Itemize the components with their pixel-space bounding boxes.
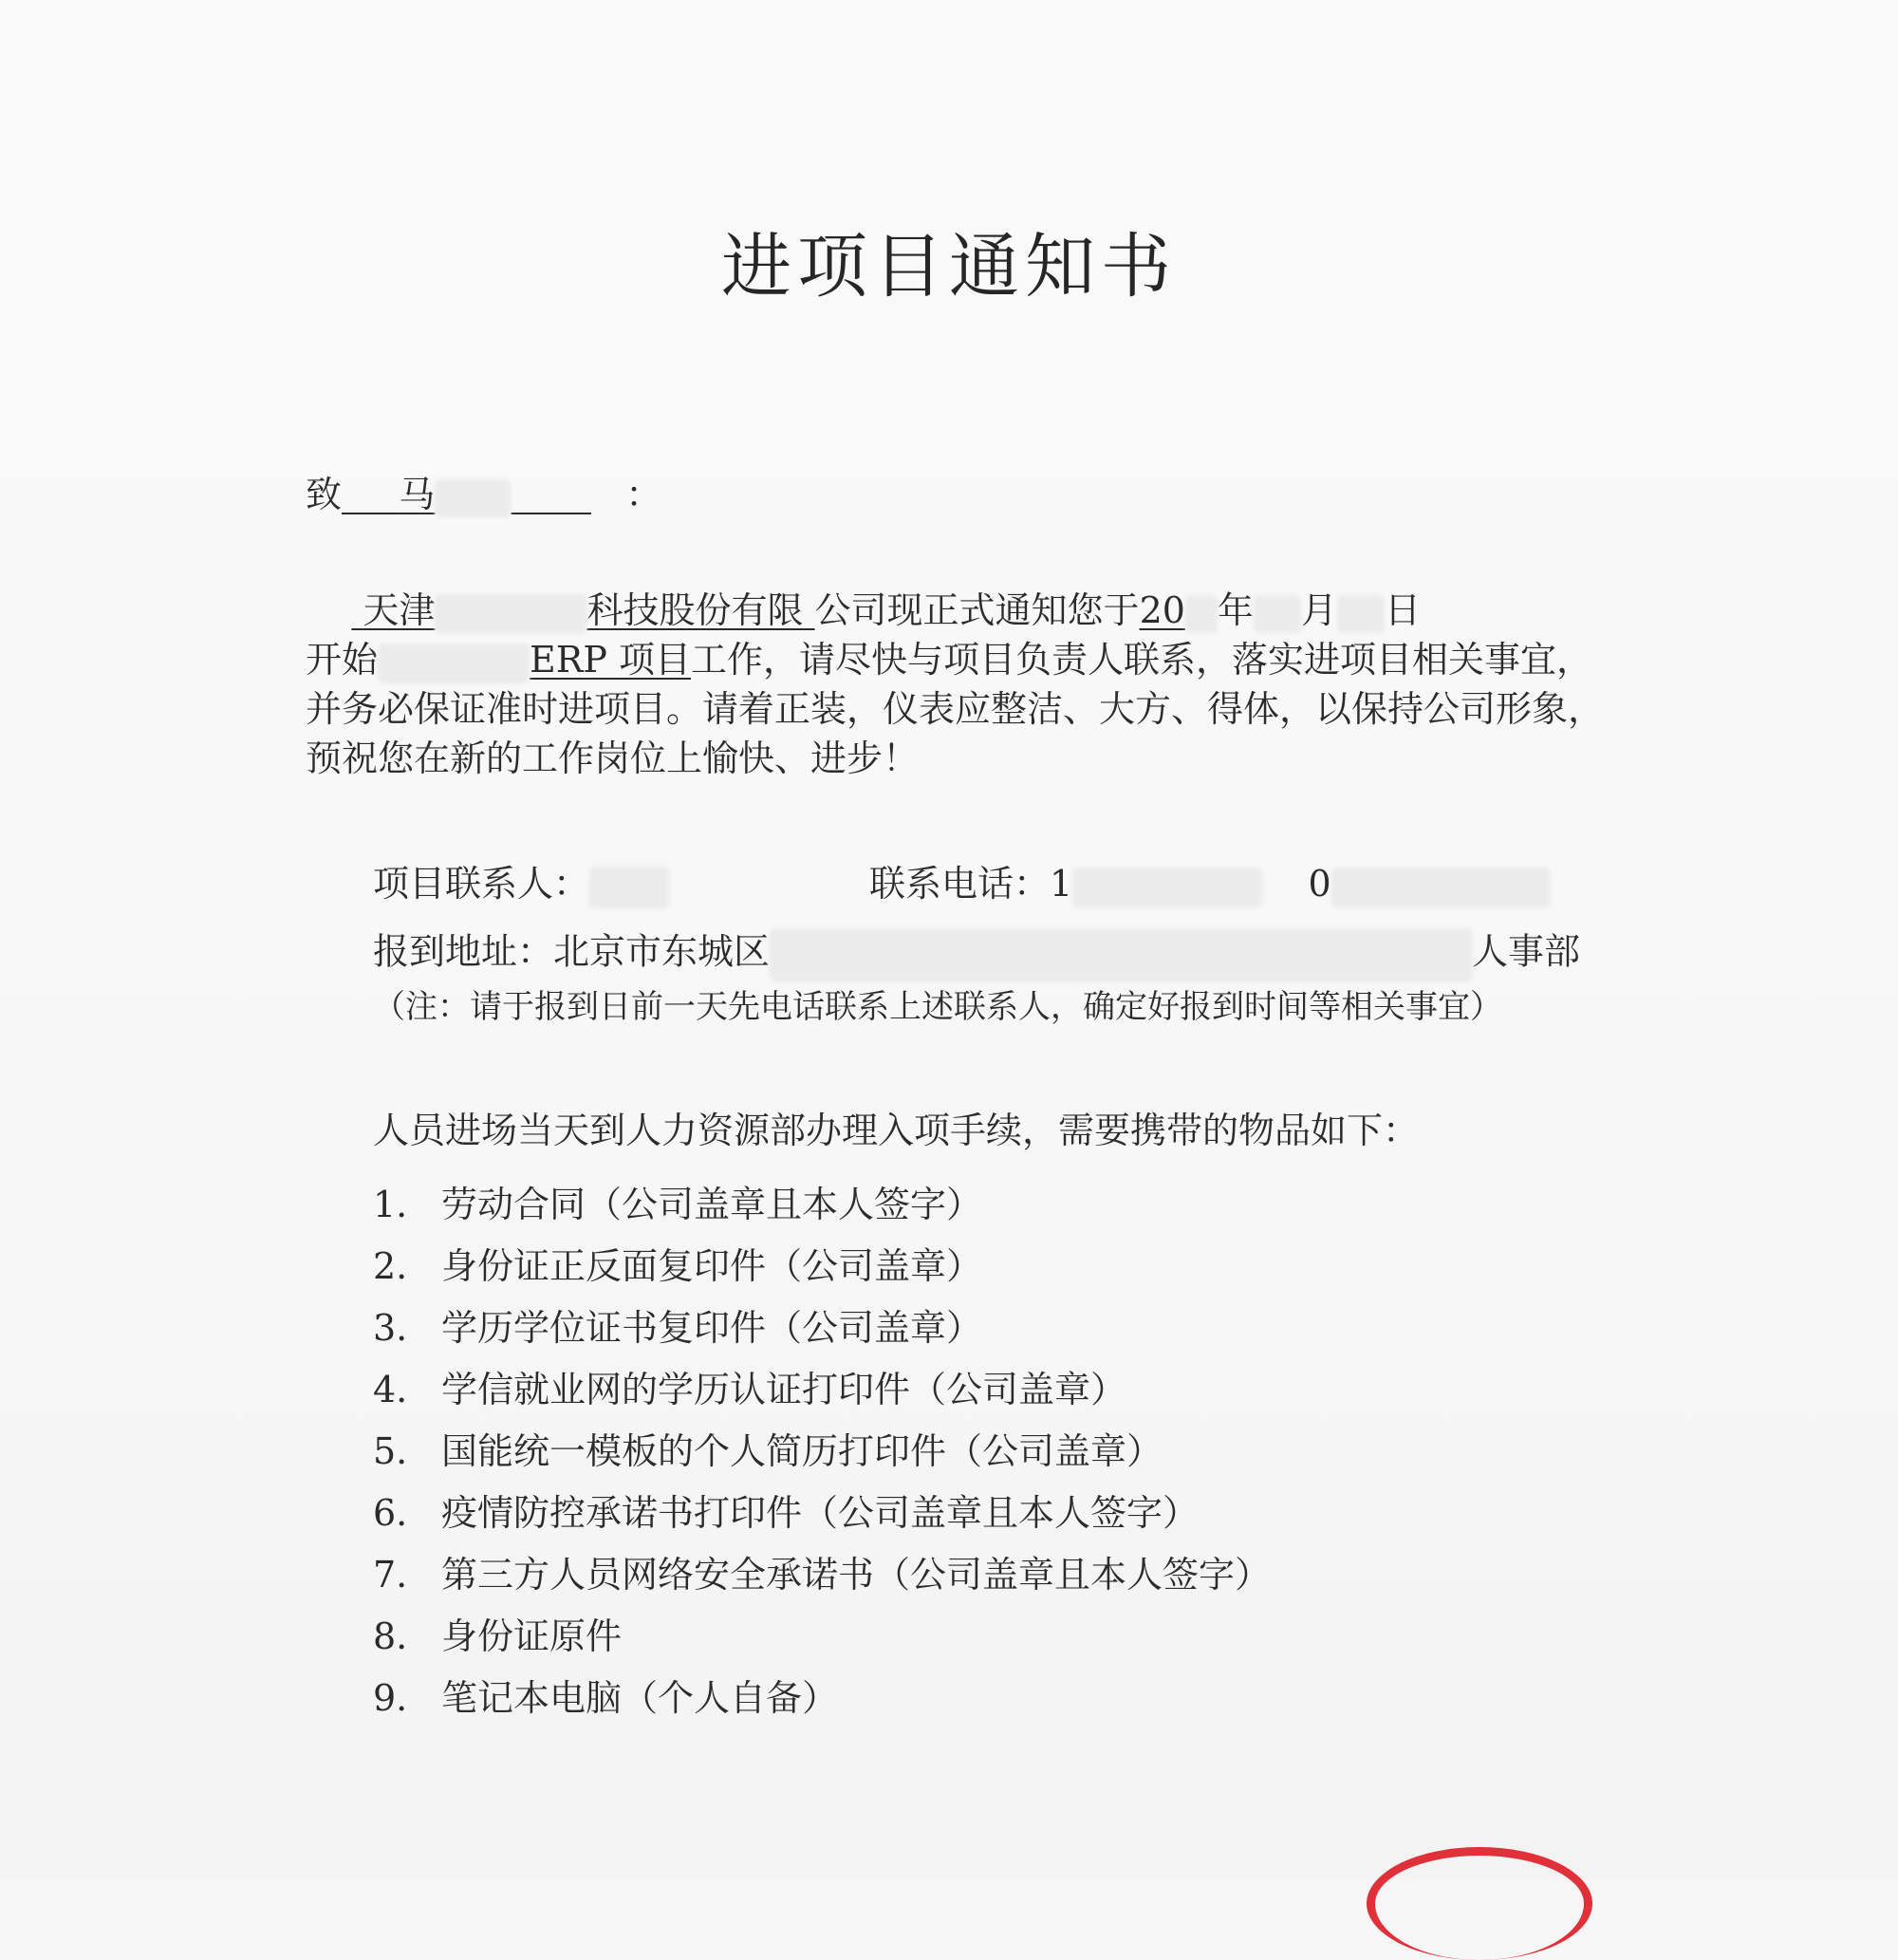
list-item	[373, 1545, 1271, 1597]
redacted-project	[378, 644, 530, 683]
items-intro: 人员进场当天到人力资源部办理入项手续，需要携带的物品如下：	[373, 1110, 1420, 1151]
list-item-text: 第三方人员网络安全承诺书（公司盖章且本人签字）	[441, 1554, 1272, 1596]
list-item-number: 6.	[373, 1492, 408, 1534]
contact-person-label: 项目联系人：	[373, 863, 590, 905]
report-address	[373, 928, 1580, 981]
list-item-number: 4.	[373, 1369, 408, 1410]
list-item-text: 疫情防控承诺书打印件（公司盖章且本人签字）	[441, 1492, 1200, 1534]
redacted-phone-1	[1072, 868, 1262, 907]
redacted-company	[435, 594, 586, 634]
note-text: （注：请于报到日前一天先电话联系上述联系人，确定好报到时间等相关事宜）	[373, 988, 1502, 1026]
list-item-number: 7.	[373, 1554, 408, 1596]
contact-phone	[869, 863, 1550, 907]
list-item-number: 2.	[373, 1245, 408, 1287]
addressee-name-visible: 马	[399, 474, 436, 515]
month-label: 月	[1300, 589, 1337, 631]
list-item-number: 1.	[373, 1184, 408, 1225]
company-name	[351, 589, 814, 631]
list-item-text: 学历学位证书复印件（公司盖章）	[441, 1307, 983, 1349]
paragraph-line-4: 预祝您在新的工作岗位上愉快、进步！	[306, 737, 920, 779]
date-day	[1337, 589, 1385, 631]
company-suffix: 科技股份有限	[586, 589, 804, 631]
list-item	[373, 1237, 982, 1289]
contact-person	[373, 863, 669, 908]
redacted-name	[435, 479, 511, 517]
contact-phone-label: 联系电话：	[869, 863, 1051, 905]
list-item	[373, 1484, 1199, 1536]
document-title: 进项目通知书	[721, 226, 1177, 308]
list-item	[373, 1422, 1163, 1474]
notice-text-1: 公司现正式通知您于	[814, 589, 1140, 631]
list-item-number: 3.	[373, 1307, 408, 1349]
redacted-phone-2	[1331, 868, 1550, 907]
address-label: 报到地址：	[373, 930, 554, 973]
paragraph-line-2	[306, 639, 1634, 683]
address-visible: 北京市东城区	[553, 930, 771, 973]
list-item-text: 笔记本电脑（个人自备）	[441, 1677, 839, 1719]
address-tail: 人事部	[1472, 930, 1581, 973]
addressee-line	[306, 476, 661, 517]
list-item	[373, 1360, 1126, 1412]
list-item-text: 劳动合同（公司盖章且本人签字）	[441, 1184, 983, 1225]
start-label: 开始	[306, 639, 379, 681]
year-label: 年	[1217, 589, 1254, 631]
list-item-number: 9.	[373, 1677, 408, 1719]
notice-text-2: 工作，请尽快与项目负责人联系，落实进项目相关事宜，	[691, 639, 1593, 681]
list-item-text: 身份证正反面复印件（公司盖章）	[441, 1245, 983, 1287]
list-item-text: 国能统一模板的个人简历打印件（公司盖章）	[441, 1430, 1163, 1472]
day-label: 日	[1384, 589, 1421, 631]
list-item	[373, 1298, 982, 1351]
list-item	[373, 1607, 622, 1659]
phone-part-2: 0	[1308, 863, 1331, 905]
date-month	[1254, 589, 1301, 631]
list-item-text: 学信就业网的学历认证打印件（公司盖章）	[441, 1369, 1127, 1410]
list-item-number: 8.	[373, 1615, 408, 1657]
list-item	[373, 1669, 838, 1721]
list-item-number: 5.	[373, 1430, 408, 1472]
list-item	[373, 1175, 982, 1227]
addressee-prefix: 致	[306, 474, 343, 515]
list-item-text: 身份证原件	[441, 1615, 623, 1657]
phone-part-1: 1	[1050, 863, 1073, 905]
redacted-contact-person	[589, 867, 669, 908]
paragraph-line-1	[306, 589, 1634, 634]
company-seal-stamp	[1367, 1847, 1592, 1960]
year-prefix: 20	[1139, 589, 1185, 631]
addressee-name	[342, 474, 591, 515]
paragraph-line-3: 并务必保证准时进项目。请着正装，仪表应整洁、大方、得体，以保持公司形象，	[306, 688, 1605, 730]
addressee-suffix: ：	[625, 474, 662, 515]
project-name-visible: ERP 项目	[530, 639, 692, 681]
company-prefix: 天津	[363, 589, 436, 631]
project-name	[378, 639, 691, 681]
redacted-year	[1185, 595, 1218, 633]
redacted-address	[770, 928, 1472, 981]
redacted-month	[1254, 595, 1301, 633]
redacted-day	[1337, 595, 1385, 633]
date-year	[1140, 589, 1218, 631]
